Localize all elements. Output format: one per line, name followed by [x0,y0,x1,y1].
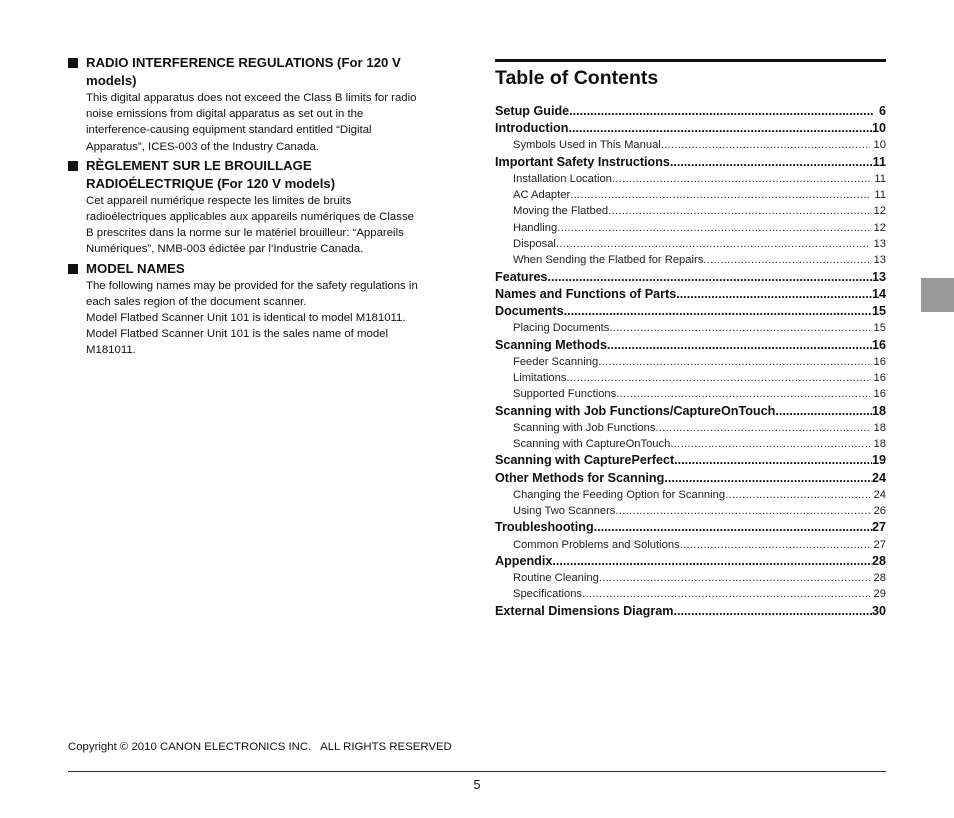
toc-subsection-entry[interactable] [495,354,886,370]
section-paragraph [86,278,460,310]
section-paragraph [86,310,460,326]
square-bullet-icon [68,161,78,171]
toc-subsection-entry[interactable] [495,187,886,203]
toc-entry-title: Routine Cleaning [513,572,599,584]
section-body [68,193,460,258]
regulation-section [68,260,460,359]
toc-chapter-entry[interactable] [495,337,886,354]
toc-entry-page: 19 [871,453,886,468]
toc-entry-page: 12 [873,221,886,234]
toc-dot-leader [608,203,869,219]
toc-dot-leader [673,603,872,620]
toc-entry-title: Symbols Used in This Manual [513,139,661,152]
toc-subsection-entry[interactable] [495,220,886,236]
toc-entry-page: 13 [873,254,886,267]
toc-entry-page: 13 [871,269,886,284]
toc-dot-leader [566,370,869,386]
toc-subsection-entry[interactable] [495,586,886,602]
section-heading-line: RADIO INTERFERENCE REGULATIONS (For 120 V [86,55,401,70]
toc-subsection-entry[interactable] [495,436,886,452]
toc-dot-leader [775,403,872,420]
toc-entry-title: Scanning with Job Functions [513,421,656,434]
section-heading-line: RADIOÉLECTRIQUE (For 120 V models) [86,175,336,191]
paragraph-line: Numériques”, NMB-003 édictée par l’Industrie Canada. [86,243,364,256]
toc-entry-page: 16 [873,388,886,401]
toc-entry-title: Important Safety Instructions [495,154,670,169]
toc-entry-title: Moving the Flatbed [513,205,609,218]
toc-entry-title: Feeder Scanning [513,355,599,368]
toc-entry-title: Scanning with CapturePerfect [495,453,675,468]
toc-dot-leader [568,120,872,137]
toc-dot-leader [548,269,872,286]
toc-entry-title: External Dimensions Diagram [495,603,674,618]
toc-subsection-entry[interactable] [495,236,886,252]
toc-entry-page: 13 [873,238,886,251]
toc-entry-title: Disposal [513,238,556,251]
toc-entry-title: Using Two Scanners [513,505,616,518]
toc-entry-page: 27 [871,520,886,535]
toc-entry-title: Scanning Methods [495,337,607,352]
regulation-section [68,157,460,258]
toc-entry-title: Common Problems and Solutions [513,538,680,551]
toc-subsection-entry[interactable] [495,252,886,268]
toc-dot-leader [615,503,869,519]
toc-dot-leader [655,420,869,436]
toc-entry-page: 29 [873,588,886,601]
toc-chapter-entry[interactable] [495,470,886,487]
toc-subsection-entry[interactable] [495,537,886,553]
toc-entry-page: 15 [873,322,886,335]
paragraph-line: each sales region of the document scanner. [86,295,307,308]
square-bullet-icon [68,58,78,68]
toc-list [495,103,886,620]
section-paragraph [86,326,460,358]
section-heading-line: models) [86,73,137,88]
paragraph-line: Cet appareil numérique respecte les limites de bruits [86,194,352,207]
toc-entry-page: 10 [873,139,886,152]
toc-entry-title: Scanning with CaptureOnTouch [513,438,671,451]
paragraph-line: M181011. [86,344,136,357]
section-paragraph [86,90,460,155]
toc-dot-leader [564,303,872,320]
toc-entry-title: Features [495,269,548,284]
toc-subsection-entry[interactable] [495,171,886,187]
toc-chapter-entry[interactable] [495,303,886,320]
toc-subsection-entry[interactable] [495,320,886,336]
toc-dot-leader [703,252,869,268]
toc-subsection-entry[interactable] [495,203,886,219]
toc-subsection-entry[interactable] [495,137,886,153]
section-side-tab [921,278,954,312]
regulation-section [68,54,460,155]
toc-entry-title: Changing the Feeding Option for Scanning [513,488,726,501]
toc-entry-page: 11 [874,189,886,202]
toc-entry-page: 16 [871,337,886,352]
toc-subsection-entry[interactable] [495,487,886,503]
toc-entry-page: 16 [873,355,886,368]
toc-subsection-entry[interactable] [495,420,886,436]
section-heading-line: RÈGLEMENT SUR LE BROUILLAGE [86,157,312,173]
section-heading [68,260,460,278]
toc-entry-title: Other Methods for Scanning [495,470,665,485]
paragraph-line: interference-causing equipment standard entitled “Digital [86,124,372,137]
toc-dot-leader [570,187,870,203]
toc-entry-page: 18 [873,421,886,434]
toc-entry-title: Setup Guide [495,104,570,118]
toc-entry-page: 18 [873,438,886,451]
toc-entry-page: 27 [873,538,886,551]
toc-chapter-entry[interactable] [495,553,886,570]
toc-subsection-entry[interactable] [495,370,886,386]
toc-chapter-entry[interactable] [495,103,886,120]
toc-entry-page: 6 [878,104,886,118]
toc-entry-title: Installation Location [513,172,612,185]
toc-dot-leader [670,436,869,452]
toc-chapter-entry[interactable] [495,286,886,303]
toc-entry-title: AC Adapter [513,189,571,202]
toc-entry-page: 14 [871,286,886,301]
toc-dot-leader [676,286,872,303]
toc-dot-leader [680,537,870,553]
paragraph-line: Model Flatbed Scanner Unit 101 is identical to model M181011. [86,312,406,325]
section-heading [68,157,460,193]
toc-dot-leader [552,553,872,570]
toc-dot-leader [661,137,870,153]
copyright-notice: Copyright © 2010 CANON ELECTRONICS INC. ALL RIGHTS RESERVED [68,741,452,753]
toc-entry-title: Placing Documents [513,322,610,335]
toc-entry-title: Scanning with Job Functions/CaptureOnTouch [495,403,776,418]
page-number: 5 [473,778,481,792]
toc-entry-page: 15 [871,304,886,319]
section-heading [68,54,460,90]
table-of-contents [495,59,886,620]
section-heading-line: MODEL NAMES [86,260,185,276]
section-body [68,90,460,155]
toc-entry-title: When Sending the Flatbed for Repairs [513,254,704,267]
toc-dot-leader [609,320,869,336]
toc-entry-title: Specifications [513,588,583,601]
toc-entry-page: 28 [871,553,886,568]
toc-entry-page: 24 [873,488,886,501]
toc-chapter-entry[interactable] [495,452,886,469]
toc-dot-leader [582,586,870,602]
toc-chapter-entry[interactable] [495,269,886,286]
regulations-column [68,54,460,361]
toc-subsection-entry[interactable] [495,503,886,519]
toc-entry-title: Supported Functions [513,388,617,401]
toc-top-rule [495,59,886,62]
toc-entry-page: 10 [871,121,886,136]
toc-entry-page: 11 [874,172,886,185]
footer-rule [68,771,886,772]
toc-chapter-entry[interactable] [495,120,886,137]
toc-dot-leader [607,337,872,354]
toc-entry-title: Introduction [495,121,569,136]
toc-entry-title: Appendix [495,553,553,568]
toc-entry-title: Troubleshooting [495,520,594,535]
toc-dot-leader [616,386,869,402]
toc-dot-leader [598,354,869,370]
toc-entry-title: Documents [495,304,564,319]
toc-dot-leader [725,487,869,503]
toc-dot-leader [569,103,874,120]
toc-entry-title: Limitations [513,371,567,384]
section-paragraph [86,193,460,258]
paragraph-line: Apparatus”, ICES-003 of the Industry Canada. [86,140,320,153]
paragraph-line: The following names may be provided for the safety regulations in [86,279,418,292]
toc-dot-leader [599,570,870,586]
paragraph-line: radioélectriques applicables aux appareils numériques de Classe [86,211,414,224]
section-body [68,278,460,359]
toc-entry-page: 12 [873,205,886,218]
paragraph-line: noise emissions from digital apparatus as set out in the [86,108,364,121]
paragraph-line: This digital apparatus does not exceed the Class B limits for radio [86,92,417,104]
toc-subsection-entry[interactable] [495,570,886,586]
toc-entry-page: 24 [871,470,886,485]
toc-entry-title: Handling [513,221,558,234]
toc-entry-title: Names and Functions of Parts [495,286,677,301]
square-bullet-icon [68,264,78,274]
toc-entry-page: 11 [872,154,886,169]
toc-entry-page: 18 [871,403,886,418]
toc-chapter-entry[interactable] [495,519,886,536]
toc-chapter-entry[interactable] [495,403,886,420]
toc-dot-leader [664,470,872,487]
paragraph-line: B prescrites dans la norme sur le matériel brouilleur: “Appareils [86,227,404,240]
toc-dot-leader [557,220,869,236]
toc-dot-leader [670,154,873,171]
toc-entry-page: 28 [873,572,886,584]
toc-entry-page: 16 [873,371,886,384]
toc-dot-leader [594,519,872,536]
toc-entry-page: 26 [873,505,886,518]
toc-dot-leader [556,236,870,252]
toc-entry-page: 30 [871,603,886,618]
toc-dot-leader [612,171,870,187]
toc-subsection-entry[interactable] [495,386,886,402]
toc-chapter-entry[interactable] [495,154,886,171]
toc-chapter-entry[interactable] [495,603,886,620]
toc-title: Table of Contents [495,67,659,89]
paragraph-line: Model Flatbed Scanner Unit 101 is the sales name of model [86,328,389,341]
toc-dot-leader [674,452,872,469]
